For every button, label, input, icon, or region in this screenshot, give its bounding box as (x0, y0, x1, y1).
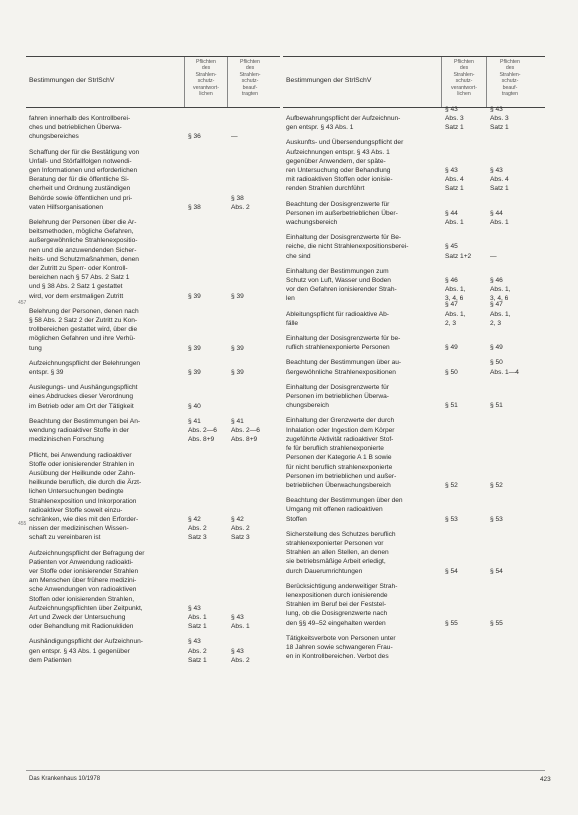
table-row (283, 416, 545, 490)
right-table-body (283, 105, 545, 661)
table-row (26, 417, 280, 445)
provision-text: Einhaltung der Dosisgrenzwerte für Personen im betrieblichen Überwa- chungsbereich (286, 383, 389, 410)
provision-text: Aushändigungspflicht der Aufzeichnun- gen entspr. § 43 Abs. 1 gegenüber dem Patienten (29, 638, 144, 664)
left-header-title: Bestimmungen der StrlSchV (29, 77, 115, 84)
table-row (26, 451, 280, 543)
responsible-party-ref: § 41 Abs. 2—6 Abs. 8+9 (188, 417, 217, 444)
responsible-party-ref: § 50 (445, 368, 458, 376)
table-row (283, 582, 545, 628)
responsible-party-ref: § 51 (445, 402, 458, 410)
table-row (283, 530, 545, 576)
radiation-officer-ref: § 53 (490, 515, 503, 523)
right-table-header (283, 56, 545, 108)
provision-text: Berücksichtigung anderweitiger Strah- lenexpositionen durch ionisierende Strahlen im Beruf bei der Feststel- lung, ob die Dosisgrenzwerte nach den §§ 49–52 eingehalten werden (286, 582, 398, 627)
responsible-party-ref: § 43 Abs. 3 Satz 1 (445, 105, 464, 132)
radiation-officer-ref: § 43 Abs. 3 Satz 1 (490, 105, 509, 132)
right-header-col1: Pflichten des Strahlen- schutz- verantwort- lichen (451, 59, 477, 98)
header-divider (441, 57, 442, 107)
provision-text: Beachtung der Bestimmungen über den Umgang mit offenen radioaktiven Stoffen (286, 497, 403, 523)
footer-journal: Das Krankenhaus 10/1978 (29, 776, 101, 782)
radiation-officer-ref: § 42 Abs. 2 Satz 3 (231, 515, 250, 542)
table-row (26, 307, 280, 353)
provision-text: Tätigkeitsverbote von Personen unter 18 Jahren sowie schwangeren Frau- en in Kontrollbereichen. Verbot des (286, 634, 396, 661)
radiation-officer-ref: § 54 (490, 567, 503, 575)
table-row (26, 549, 280, 632)
right-header-col2: Pflichten des Strahlen- schutz- beauf- tragten (499, 59, 521, 98)
radiation-officer-ref: § 55 (490, 619, 503, 627)
radiation-officer-ref: § 43 Abs. 4 Satz 1 (490, 167, 509, 193)
provision-text: Beachtung der Bestimmungen über au- ßergewöhnliche Strahlenexpositionen (286, 359, 402, 376)
responsible-party-ref: § 52 (445, 481, 458, 489)
responsible-party-ref: § 54 (445, 567, 458, 575)
provision-text: Pflicht, bei Anwendung radioaktiver Stoffe oder ionisierender Strahlen in Ausübung der Heilkunde oder Zahn- heilkunde beruflich, die durch die Ärzt- lichen Untersuchungen bedingte Strahlenexposition und Inkorporation radioaktiver Stoffe soweit einzu- schränken, wie dies mit den Erforder- nissen der medizinischen Wissen- schaft zu vereinbaren ist (29, 451, 142, 542)
radiation-officer-ref: § 39 (231, 344, 244, 352)
header-divider (184, 57, 185, 107)
responsible-party-ref: § 44 Abs. 1 (445, 209, 464, 227)
responsible-party-ref: § 39 (188, 369, 201, 377)
provision-text: fahren innerhalb des Kontrollberei- ches und betrieblichen Überwa- chungsbereiches (29, 115, 131, 141)
responsible-party-ref: § 43 Abs. 1 Satz 1 (188, 604, 207, 631)
table-row (283, 383, 545, 411)
footer-rule (26, 770, 545, 771)
page-number: 423 (540, 776, 551, 783)
radiation-officer-ref: § 47 Abs. 1, 2, 3 (490, 301, 511, 327)
radiation-officer-ref: — (490, 252, 497, 260)
responsible-party-ref: § 43 Abs. 4 Satz 1 (445, 167, 464, 193)
responsible-party-ref: § 39 (188, 344, 201, 352)
table-row (283, 301, 545, 328)
responsible-party-ref: § 36 (188, 133, 201, 141)
left-header-col2: Pflichten des Strahlen- schutz- beauf- tragten (239, 59, 261, 98)
responsible-party-ref: § 39 (188, 292, 201, 300)
provision-text: Einhaltung der Dosisgrenzwerte für Be- reiche, die nicht Strahlenexpositionsberei- che sind (286, 234, 409, 260)
margin-mark: 457 (18, 300, 27, 306)
table-row (283, 233, 545, 261)
radiation-officer-ref: § 49 (490, 344, 503, 352)
responsible-party-ref: § 45 Satz 1+2 (445, 243, 472, 260)
provision-text: Einhaltung der Dosisgrenzwerte für be- ruflich strahlenexponierte Personen (286, 335, 401, 352)
provision-text: Ableitungspflicht für radioaktive Ab- fälle (286, 310, 389, 327)
radiation-officer-ref: § 39 (231, 292, 244, 300)
responsible-party-ref: § 43 Abs. 2 Satz 1 (188, 638, 207, 664)
provision-text: Beachtung der Bestimmungen bei An- wendung radioaktiver Stoffe in der medizinischen Forschung (29, 417, 141, 444)
table-row (283, 105, 545, 132)
header-divider (486, 57, 487, 107)
responsible-party-ref: § 47 Abs. 1, 2, 3 (445, 301, 466, 327)
table-row (283, 358, 545, 376)
header-divider (227, 57, 228, 107)
radiation-officer-ref: § 51 (490, 402, 503, 410)
provision-text: Auslegungs- und Aushängungspflicht eines Abdruckes dieser Verordnung im Betrieb oder am Ort der Tätigkeit (29, 384, 138, 410)
table-row (283, 334, 545, 352)
table-row (283, 200, 545, 228)
provision-text: Einhaltung der Grenzwerte der durch Inhalation oder Ingestion dem Körper zugeführte Aktivität radioaktiver Stof- fe für beruflich strahlenexponierte Personen der Kategorie A 1 B sowie für nicht beruflich strahlenexponierte Personen im betrieblichen und außer- betrieblichen Überwachungsbereich (286, 417, 397, 489)
responsible-party-ref: § 46 Abs. 1, 3, 4, 6 (445, 277, 466, 303)
left-column (26, 56, 280, 665)
radiation-officer-ref: § 44 Abs. 1 (490, 209, 509, 227)
responsible-party-ref: § 42 Abs. 2 Satz 3 (188, 515, 207, 542)
left-table-body (26, 114, 280, 665)
provision-text: Auskunfts- und Übersendungspflicht der Aufzeichnungen entspr. § 43 Abs. 1 gegenüber Anwendern, der späte- ren Untersuchung oder Behandlung mit radioaktiven Stoffen oder ionisie- renden Strahlen durchführt (286, 139, 404, 193)
responsible-party-ref: § 38 (188, 203, 201, 211)
right-header-title: Bestimmungen der StrlSchV (286, 77, 372, 84)
table-row (26, 218, 280, 301)
provision-text: Schaffung der für die Bestätigung von Unfall- und Störfallfolgen notwendi- gen Informationen und erforderlichen Beratung der für die öffentliche Si- cherheit und Ordnung zuständigen Behörde sowie öffentlichen und pri- vaten Hilfsorganisationen (29, 148, 140, 211)
responsible-party-ref: § 53 (445, 515, 458, 523)
provision-text: Belehrung der Personen, denen nach § 58 Abs. 2 Satz 2 der Zutritt zu Kon- trollbereichen gestattet wird, über die möglichen Gefahren und ihre Verhü- tung (29, 307, 139, 352)
radiation-officer-ref: § 43 Abs. 2 (231, 647, 250, 664)
provision-text: Aufzeichnungspflicht der Belehrungen entspr. § 39 (29, 359, 141, 377)
provision-text: Aufbewahrungspflicht der Aufzeichnun- gen entspr. § 43 Abs. 1 (286, 115, 401, 132)
responsible-party-ref: § 49 (445, 344, 458, 352)
provision-text: Belehrung der Personen über die Ar- beitsmethoden, mögliche Gefahren, außergewöhnliche Strahlenexpositio- nen und die anzuwendenden Sicher- heits- und Schutzmaßnahmen, denen der Zutritt zu Sperr- oder Kontroll- bereichen nach § 57 Abs. 2 Satz 1 und § 38 Abs. 2 Satz 1 gestattet wird, vor dem erstmaligen Zutritt (29, 219, 139, 300)
radiation-officer-ref: § 50 Abs. 1—4 (490, 359, 519, 376)
margin-mark: 455 (18, 521, 27, 527)
radiation-officer-ref: § 52 (490, 481, 503, 489)
table-row (26, 359, 280, 377)
table-row (26, 383, 280, 411)
responsible-party-ref: § 40 (188, 402, 201, 410)
table-row (26, 637, 280, 665)
table-row (26, 114, 280, 142)
provision-text: Beachtung der Dosisgrenzwerte für Personen im außerbetrieblichen Über- wachungsbereich (286, 200, 398, 227)
table-row (283, 138, 545, 193)
radiation-officer-ref: § 39 (231, 369, 244, 377)
left-header-col1: Pflichten des Strahlen- schutz- verantwort- lichen (193, 59, 219, 98)
provision-text: Aufzeichnungspflicht der Befragung der Patienten vor Anwendung radioakti- ver Stoffe oder ionisierender Strahlen am Menschen über frühere medizini- sche Anwendungen von radioaktiven Stoffen oder ionisierenden Strahlen, Aufzeichnungspflichten über Zeitpunkt, Art und Zweck der Untersuchung oder Behandlung mit Radionukliden (29, 549, 145, 631)
radiation-officer-ref: § 43 Abs. 1 (231, 613, 250, 631)
table-row (283, 267, 545, 304)
responsible-party-ref: § 55 (445, 619, 458, 627)
radiation-officer-ref: — (231, 133, 238, 141)
table-row (26, 148, 280, 212)
provision-text: Sicherstellung des Schutzes beruflich strahlenexponierter Personen vor Strahlen an allen Stellen, an denen sie betriebsmäßige Arbeit erledigt, durch Dauerumrichtungen (286, 530, 396, 575)
radiation-officer-ref: § 38 Abs. 2 (231, 194, 250, 211)
radiation-officer-ref: § 46 Abs. 1, 3, 4, 6 (490, 277, 511, 303)
table-row (283, 634, 545, 662)
provision-text: Einhaltung der Bestimmungen zum Schutz von Luft, Wasser und Boden vor den Gefahren ionisierender Strah- len (286, 267, 397, 303)
table-row (283, 496, 545, 524)
left-table-header (26, 56, 280, 108)
radiation-officer-ref: § 41 Abs. 2—6 Abs. 8+9 (231, 417, 260, 444)
right-column (283, 56, 545, 661)
